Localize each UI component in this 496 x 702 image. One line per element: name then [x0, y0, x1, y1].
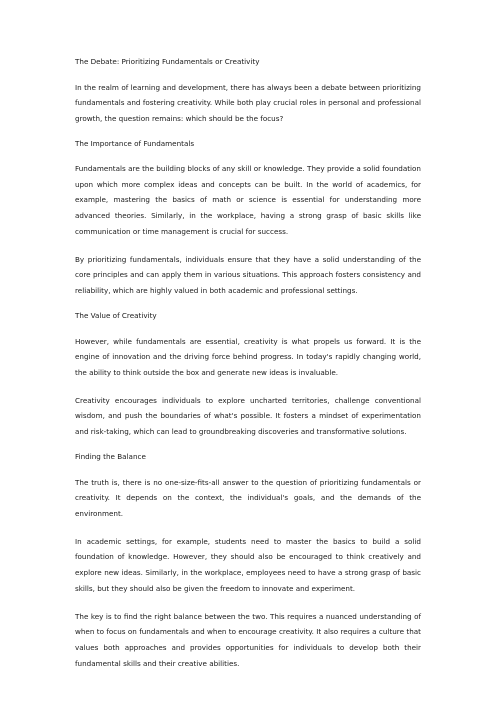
section-paragraph: Fundamentals are the building blocks of any skill or knowledge. They provide a solid foundation upon which more complex ideas and concepts can be built. In the world of academics, for example, mastering the basics of math or science is essential for understanding more advanced theories. Similarly, in the workplace, having a strong grasp of basic skills like communication or time management is crucial for success. — [75, 164, 421, 236]
document-title: The Debate: Prioritizing Fundamentals or Creativity — [75, 57, 260, 66]
section-value-of-creativity — [75, 311, 421, 440]
section-paragraph: In academic settings, for example, students need to master the basics to build a solid foundation of knowledge. However, they should also be encouraged to think creatively and explore new ideas. Similarly, in the workplace, employees need to have a strong grasp of basic skills, but they should also be given the freedom to innovate and experiment. — [75, 536, 421, 593]
intro-paragraph: In the realm of learning and development, there has always been a debate between prioritizing fundamentals and fostering creativity. While both play crucial roles in personal and professional growth, the question remains: which should be the focus? — [75, 82, 421, 123]
section-finding-the-balance — [75, 452, 421, 671]
section-heading: The Importance of Fundamentals — [75, 138, 195, 148]
section-importance-of-fundamentals — [75, 139, 421, 299]
section-heading: Finding the Balance — [75, 452, 146, 462]
document-page — [75, 57, 421, 684]
section-paragraph: The truth is, there is no one-size-fits-all answer to the question of prioritizing fundamentals or creativity. It depends on the context, the individual's goals, and the demands of the environment. — [75, 477, 421, 518]
section-heading: The Value of Creativity — [75, 311, 157, 321]
section-paragraph: However, while fundamentals are essential, creativity is what propels us forward. It is the engine of innovation and the driving force behind progress. In today's rapidly changing world, the ability to think outside the box and generate new ideas is invaluable. — [75, 336, 421, 377]
section-paragraph: The key is to find the right balance between the two. This requires a nuanced understanding of when to focus on fundamentals and when to encourage creativity. It also requires a culture that values both approaches and provides opportunities for individuals to develop both their fundamental skills and their creative abilities. — [75, 611, 421, 668]
section-paragraph: By prioritizing fundamentals, individuals ensure that they have a solid understanding of the core principles and can apply them in various situations. This approach fosters consistency and reliability, which are highly valued in both academic and professional settings. — [75, 254, 421, 295]
section-paragraph: Creativity encourages individuals to explore uncharted territories, challenge conventional wisdom, and push the boundaries of what's possible. It fosters a mindset of experimentation and risk-taking, which can lead to groundbreaking discoveries and transformative solutions. — [75, 395, 421, 436]
